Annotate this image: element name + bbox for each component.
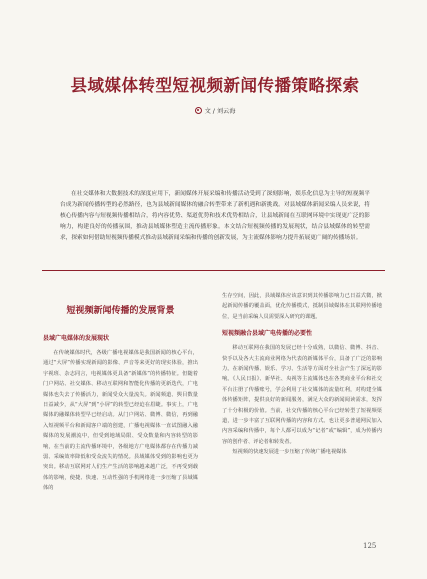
body-paragraph: 短视频的快速发展进一步压缩了传统广播电视媒体: [232, 449, 347, 456]
section-divider: [42, 270, 385, 271]
left-column: [43, 292, 198, 494]
body-paragraph-continued: 生存空间，因此，县域媒体应该意识到其传播影响力已日益式微，掀起新闻传播的覆盖面，优化传播模式，抵制县域媒体在其联网传播地位，是当前采编人员需要深入研究的课题。: [222, 293, 382, 320]
author-name: 文 / 刘云海: [204, 108, 236, 115]
body-paragraph: 移动互联网在我国的发展已经十分成熟，以微信、微博、抖音、快手以及各大主流商业网络为代表的新媒体平台，具备了广泛的影响力。在新闻传播、娱乐、学习、生活等方面对全社会产生了深远的影响。《人民日报》、新华社、央视等主流媒体也在各类商业平台和社交平台注册了传播账号，学会利用了社交媒体的流量红利，对构建全媒体传播矩阵，提供良好的新闻服务，满足大众的新闻阅读需求，发挥了十分积极的价值。当前，社交传播的核心平台已经转型了短视频渠道，进一步丰富了互联网传播的内容和方式。也让更多普通网民加入内容采编和传播中，每个人都可以成为“记者”或“编辑”，成为传播内容的创作者、评论者和转发者。: [222, 345, 382, 445]
article-abstract: 在社交媒体和大数据技术的深度应用下，新闻媒体开展采编和传播活动受到了深刻影响，娱乐化信息为主导的短视频平台成为新闻传播转型的必然路径，也为县域新闻媒体的融合转型带来了新机遇和新挑战。对县域媒体新闻采编人员来说，将核心传播内容与短视频传播相结合，将内容优势、渠道优势和技术优势相结合，让县域新闻在互联网环境中实现更广泛的影响力，构建良好的传播氛围，推动县域媒体塑造主流传播形象。本文结合短视频传播的发展现状，结合县域媒体的转型需求，探索如何借助短视频传播模式推动县域新闻采编和传播的创新发展，为主流媒体影响力提升拓展更广阔的传播场景。: [60, 190, 370, 241]
subheading-county-media: 县域广电媒体的发展现状: [43, 335, 110, 342]
subheading-necessity: 短视频融合县域广电传播的必要性: [222, 330, 313, 338]
body-paragraph: 在传统媒体时代，各级广播电视媒体是我国新闻的核心平台，通过“大屏”传播实现新闻的影像、声音等来更好的现实体验，推出宇视班、杂志同言，电视媒体更具备“新媒体”的传播特征。但随着门户网站、社交媒体、移动互联网和智能化传播的更新迭代，广电媒体也失去了传播活力，新闻受众大量流失。新闻频道、舆目数量日益减少，从“大屏”到“小屏”的转型已经迫在眉睫。事实上，广电媒体的融媒体转型早已经启动。从门户网站、微博、微信，再到融入短视频平台和新闻客户端的创建，广播电视媒体一直试图融入融媒体的发展潮流中，但受到地域局限、受众数量和内容转型的影响，在当前的主流传播环境中，各级地方广电媒体都存在传播力减弱、采编效率降低和受众流失的情况。县域媒体受到的影响也更为突出。移动互联网对人们生产生活的影响越来越广泛，不再受到载体的影响，使捷、快速、互动性强的手机网络进一步压缩了县域媒体的: [43, 350, 198, 492]
right-column: [222, 291, 382, 458]
section-title: 短视频新闻传播的发展背景: [66, 306, 175, 316]
bullet-icon: [195, 107, 202, 114]
article-byline: [40, 106, 390, 115]
page-number: 125: [363, 542, 377, 550]
article-title: 县域媒体转型短视频新闻传播策略探索: [70, 76, 360, 95]
